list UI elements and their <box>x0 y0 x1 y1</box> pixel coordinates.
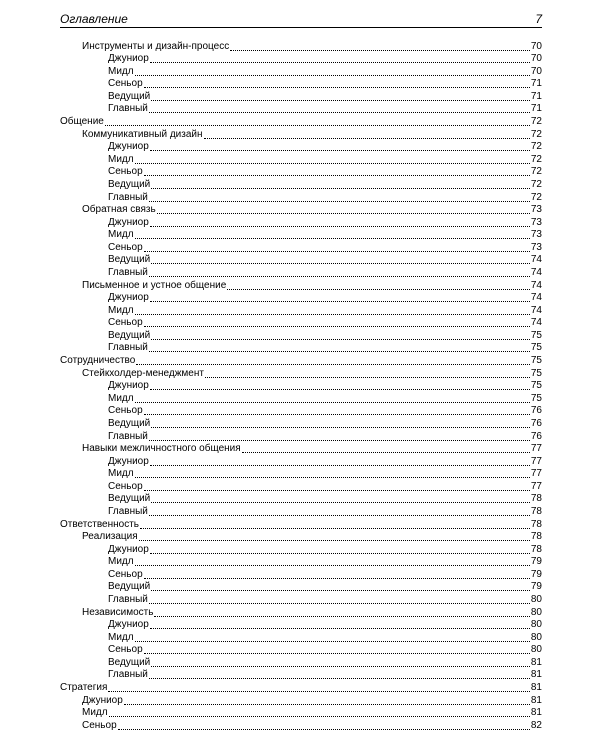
toc-entry[interactable] <box>60 115 542 128</box>
toc-entry[interactable] <box>60 292 542 305</box>
toc-entry[interactable] <box>60 619 542 632</box>
toc-entry-page-number: 74 <box>530 304 542 316</box>
toc-entry-page-number: 78 <box>530 518 542 530</box>
toc-entry-label: Ведущий <box>108 329 151 341</box>
toc-entry[interactable] <box>60 455 542 468</box>
toc-entry-page-number: 82 <box>530 719 542 731</box>
toc-entry-label: Мидл <box>108 392 134 404</box>
dot-leader <box>144 174 530 176</box>
toc-entry[interactable] <box>60 367 542 380</box>
dot-leader <box>151 99 530 101</box>
dot-leader <box>139 539 530 541</box>
toc-entry-label: Мидл <box>82 707 108 719</box>
toc-entry-label: Ведущий <box>108 254 151 266</box>
toc-entry-page-number: 75 <box>530 380 542 392</box>
toc-entry-label: Главный <box>108 266 148 278</box>
dot-leader <box>149 439 530 441</box>
toc-entry-label: Джуниор <box>108 53 149 65</box>
toc-entry-label: Инструменты и дизайн-процесс <box>82 40 230 52</box>
toc-entry-label: Обратная связь <box>82 204 156 216</box>
dot-leader <box>144 413 530 415</box>
header-page-number: 7 <box>535 12 542 26</box>
toc-entry[interactable] <box>60 166 542 179</box>
toc-entry-label: Сотрудничество <box>60 355 136 367</box>
dot-leader <box>144 577 530 579</box>
toc-entry-label: Сеньор <box>108 166 143 178</box>
dot-leader <box>136 363 530 365</box>
dot-leader <box>150 464 530 466</box>
dot-leader <box>150 61 530 63</box>
toc-entry-page-number: 74 <box>530 254 542 266</box>
dot-leader <box>135 401 530 403</box>
toc-entry-page-number: 72 <box>530 128 542 140</box>
toc-entry-label: Мидл <box>108 153 134 165</box>
toc-entry-page-number: 80 <box>530 644 542 656</box>
toc-entry[interactable] <box>60 317 542 330</box>
dot-leader <box>149 111 530 113</box>
toc-entry[interactable] <box>60 669 542 682</box>
toc-entry-label: Коммуникативный дизайн <box>82 128 203 140</box>
toc-entry[interactable] <box>60 392 542 405</box>
toc-entry-label: Ведущий <box>108 90 151 102</box>
toc-entry-page-number: 72 <box>530 191 542 203</box>
dot-leader <box>227 288 530 290</box>
dot-leader <box>230 49 530 51</box>
dot-leader <box>140 527 530 529</box>
toc-entry-page-number: 80 <box>530 594 542 606</box>
toc-entry-label: Общение <box>60 116 104 128</box>
toc-entry[interactable] <box>60 90 542 103</box>
toc-entry[interactable] <box>60 141 542 154</box>
toc-entry[interactable] <box>60 216 542 229</box>
toc-entry-page-number: 71 <box>530 103 542 115</box>
toc-entry-page-number: 76 <box>530 405 542 417</box>
toc-entry-label: Стейкхолдер-менеджмент <box>82 367 204 379</box>
toc-entry-page-number: 72 <box>530 116 542 128</box>
dot-leader <box>135 640 530 642</box>
toc-entry-page-number: 70 <box>530 40 542 52</box>
toc-entry-page-number: 79 <box>530 556 542 568</box>
toc-entry-label: Сеньор <box>108 644 143 656</box>
toc-entry-label: Письменное и устное общение <box>82 279 227 291</box>
toc-entry-label: Главный <box>108 103 148 115</box>
toc-entry-page-number: 76 <box>530 417 542 429</box>
toc-entry-page-number: 70 <box>530 65 542 77</box>
header-title: Оглавление <box>60 12 128 26</box>
toc-entry-page-number: 70 <box>530 53 542 65</box>
toc-entry[interactable] <box>60 543 542 556</box>
dot-leader <box>144 652 530 654</box>
dot-leader <box>149 350 530 352</box>
toc-entry-label: Главный <box>108 191 148 203</box>
page-header <box>60 9 542 28</box>
dot-leader <box>150 627 530 629</box>
toc-entry-label: Джуниор <box>108 141 149 153</box>
toc-entry[interactable] <box>60 681 542 694</box>
toc-entry[interactable] <box>60 229 542 242</box>
toc-entry-label: Мидл <box>108 304 134 316</box>
toc-entry[interactable] <box>60 304 542 317</box>
toc-entry[interactable] <box>60 556 542 569</box>
toc-entry-label: Ответственность <box>60 518 139 530</box>
dot-leader <box>144 489 530 491</box>
toc-entry[interactable] <box>60 191 542 204</box>
dot-leader <box>109 715 530 717</box>
toc-entry-page-number: 75 <box>530 392 542 404</box>
dot-leader <box>135 162 530 164</box>
dot-leader <box>151 338 530 340</box>
toc-entry[interactable] <box>60 707 542 720</box>
table-of-contents <box>60 40 542 732</box>
toc-entry[interactable] <box>60 405 542 418</box>
toc-entry-label: Сеньор <box>82 719 117 731</box>
toc-entry-label: Ведущий <box>108 581 151 593</box>
toc-entry-page-number: 81 <box>530 656 542 668</box>
dot-leader <box>150 300 530 302</box>
toc-entry-page-number: 74 <box>530 279 542 291</box>
toc-entry-page-number: 74 <box>530 266 542 278</box>
toc-entry[interactable] <box>60 65 542 78</box>
toc-entry-page-number: 81 <box>530 707 542 719</box>
toc-entry[interactable] <box>60 593 542 606</box>
toc-entry[interactable] <box>60 204 542 217</box>
toc-entry-label: Сеньор <box>108 78 143 90</box>
dot-leader <box>151 426 530 428</box>
dot-leader <box>144 86 530 88</box>
toc-entry[interactable] <box>60 40 542 53</box>
dot-leader <box>150 149 530 151</box>
toc-entry-page-number: 81 <box>530 682 542 694</box>
dot-leader <box>151 501 530 503</box>
dot-leader <box>105 124 530 126</box>
dot-leader <box>149 200 530 202</box>
toc-entry-label: Сеньор <box>108 317 143 329</box>
toc-entry-page-number: 72 <box>530 153 542 165</box>
toc-entry-label: Главный <box>108 669 148 681</box>
dot-leader <box>135 74 530 76</box>
toc-entry-page-number: 72 <box>530 166 542 178</box>
toc-entry-label: Главный <box>108 342 148 354</box>
toc-entry[interactable] <box>60 380 542 393</box>
toc-entry[interactable] <box>60 694 542 707</box>
toc-entry[interactable] <box>60 581 542 594</box>
toc-entry-label: Стратегия <box>60 682 108 694</box>
toc-entry-label: Сеньор <box>108 241 143 253</box>
toc-entry[interactable] <box>60 342 542 355</box>
toc-entry-page-number: 78 <box>530 493 542 505</box>
toc-entry-label: Главный <box>108 505 148 517</box>
dot-leader <box>149 602 530 604</box>
toc-entry-label: Джуниор <box>108 455 149 467</box>
toc-entry-page-number: 74 <box>530 292 542 304</box>
toc-entry-page-number: 81 <box>530 669 542 681</box>
toc-entry-label: Мидл <box>108 229 134 241</box>
toc-entry[interactable] <box>60 266 542 279</box>
dot-leader <box>154 615 529 617</box>
toc-entry-label: Ведущий <box>108 417 151 429</box>
toc-entry-label: Сеньор <box>108 405 143 417</box>
toc-entry-page-number: 77 <box>530 455 542 467</box>
dot-leader <box>150 388 530 390</box>
toc-entry[interactable] <box>60 430 542 443</box>
toc-entry-label: Мидл <box>108 631 134 643</box>
toc-entry-page-number: 78 <box>530 543 542 555</box>
toc-entry[interactable] <box>60 531 542 544</box>
dot-leader <box>135 476 530 478</box>
dot-leader <box>124 703 530 705</box>
toc-entry[interactable] <box>60 103 542 116</box>
toc-entry-page-number: 73 <box>530 229 542 241</box>
toc-entry-page-number: 73 <box>530 204 542 216</box>
toc-entry-label: Мидл <box>108 468 134 480</box>
toc-entry-page-number: 71 <box>530 90 542 102</box>
toc-entry-page-number: 73 <box>530 241 542 253</box>
toc-entry-label: Сеньор <box>108 480 143 492</box>
dot-leader <box>149 275 530 277</box>
toc-entry-label: Ведущий <box>108 493 151 505</box>
toc-entry-label: Мидл <box>108 556 134 568</box>
toc-entry[interactable] <box>60 468 542 481</box>
toc-entry[interactable] <box>60 505 542 518</box>
toc-entry-label: Джуниор <box>108 380 149 392</box>
toc-entry-page-number: 76 <box>530 430 542 442</box>
toc-entry-page-number: 71 <box>530 78 542 90</box>
toc-entry[interactable] <box>60 417 542 430</box>
toc-entry-label: Реализация <box>82 531 138 543</box>
toc-entry-page-number: 75 <box>530 367 542 379</box>
toc-entry[interactable] <box>60 78 542 91</box>
toc-entry[interactable] <box>60 279 542 292</box>
toc-entry-label: Навыки межличностного общения <box>82 443 241 455</box>
dot-leader <box>151 187 530 189</box>
toc-entry-label: Главный <box>108 594 148 606</box>
toc-entry[interactable] <box>60 518 542 531</box>
toc-entry[interactable] <box>60 656 542 669</box>
dot-leader <box>149 677 530 679</box>
dot-leader <box>135 313 530 315</box>
toc-entry-label: Главный <box>108 430 148 442</box>
toc-entry-page-number: 79 <box>530 568 542 580</box>
toc-entry-page-number: 77 <box>530 468 542 480</box>
dot-leader <box>150 552 530 554</box>
dot-leader <box>151 262 530 264</box>
toc-entry[interactable] <box>60 178 542 191</box>
toc-entry-page-number: 75 <box>530 329 542 341</box>
toc-entry-label: Независимость <box>82 606 154 618</box>
toc-entry[interactable] <box>60 329 542 342</box>
dot-leader <box>144 325 530 327</box>
toc-entry[interactable] <box>60 719 542 732</box>
toc-entry[interactable] <box>60 354 542 367</box>
toc-entry-page-number: 72 <box>530 141 542 153</box>
dot-leader <box>149 514 530 516</box>
dot-leader <box>157 212 530 214</box>
toc-entry-label: Джуниор <box>82 694 123 706</box>
toc-entry-page-number: 80 <box>530 631 542 643</box>
toc-entry[interactable] <box>60 493 542 506</box>
dot-leader <box>205 376 530 378</box>
dot-leader <box>204 137 530 139</box>
toc-entry-label: Мидл <box>108 65 134 77</box>
toc-entry-label: Джуниор <box>108 216 149 228</box>
toc-entry[interactable] <box>60 254 542 267</box>
toc-entry-page-number: 74 <box>530 317 542 329</box>
dot-leader <box>151 589 530 591</box>
toc-entry[interactable] <box>60 480 542 493</box>
toc-entry[interactable] <box>60 53 542 66</box>
toc-entry[interactable] <box>60 644 542 657</box>
dot-leader <box>144 250 530 252</box>
dot-leader <box>118 728 530 730</box>
toc-entry[interactable] <box>60 153 542 166</box>
toc-entry-page-number: 77 <box>530 480 542 492</box>
toc-entry-page-number: 78 <box>530 505 542 517</box>
toc-entry-page-number: 75 <box>530 355 542 367</box>
toc-entry[interactable] <box>60 241 542 254</box>
toc-entry[interactable] <box>60 568 542 581</box>
toc-entry-label: Джуниор <box>108 292 149 304</box>
toc-entry[interactable] <box>60 128 542 141</box>
toc-entry-page-number: 80 <box>530 619 542 631</box>
toc-entry-page-number: 81 <box>530 694 542 706</box>
dot-leader <box>151 665 530 667</box>
toc-entry-page-number: 78 <box>530 531 542 543</box>
toc-entry[interactable] <box>60 443 542 456</box>
dot-leader <box>135 237 530 239</box>
dot-leader <box>242 451 530 453</box>
toc-entry-label: Джуниор <box>108 543 149 555</box>
toc-entry-label: Ведущий <box>108 656 151 668</box>
toc-entry-label: Сеньор <box>108 568 143 580</box>
toc-entry[interactable] <box>60 606 542 619</box>
toc-entry-page-number: 75 <box>530 342 542 354</box>
dot-leader <box>108 690 529 692</box>
dot-leader <box>150 225 530 227</box>
toc-entry-label: Джуниор <box>108 619 149 631</box>
dot-leader <box>135 564 530 566</box>
toc-entry-label: Ведущий <box>108 178 151 190</box>
toc-entry-page-number: 72 <box>530 178 542 190</box>
toc-entry-page-number: 80 <box>530 606 542 618</box>
toc-entry-page-number: 73 <box>530 216 542 228</box>
toc-entry-page-number: 77 <box>530 443 542 455</box>
toc-entry-page-number: 79 <box>530 581 542 593</box>
toc-entry[interactable] <box>60 631 542 644</box>
